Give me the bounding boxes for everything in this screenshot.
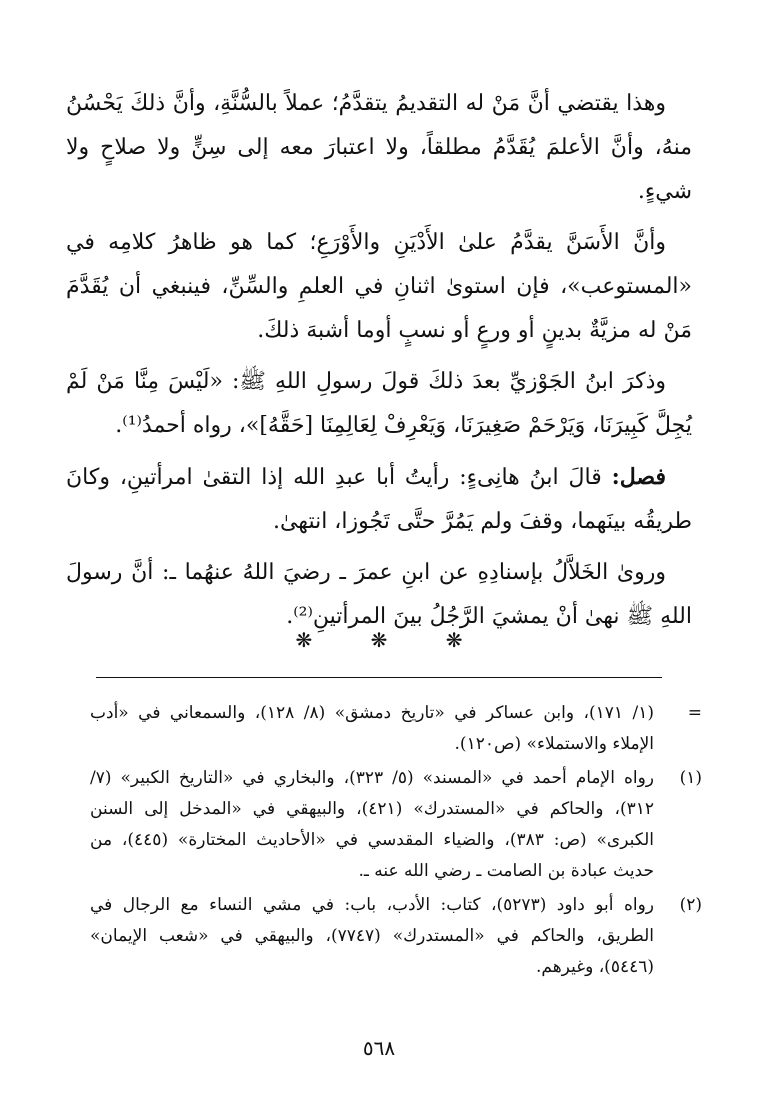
footnotes bbox=[90, 698, 702, 986]
footnote-text: (١/ ١٧١)، وابن عساكر في «تاريخ دمشق» (٨/ ١٢٨)، والسمعاني في «أدب الإملاء والاستملاء» (ص١٢٠). bbox=[90, 703, 654, 754]
paragraph-3: وذكرَ ابنُ الجَوْزيِّ بعدَ ذلكَ قولَ رسولِ اللهِ ﷺ: «لَيْسَ مِنَّا مَنْ لَمْ يُجِلَّ كَبِيرَنَا، وَيَرْحَمْ صَغِيرَنَا، وَيَعْرِفْ لِعَالِمِنَا [حَقَّهُ]»، رواه أحمدُ⁽¹⁾. bbox=[66, 369, 692, 438]
fasl-label: فصل: bbox=[611, 464, 667, 490]
footnote-1 bbox=[90, 763, 702, 887]
fasl-paragraph bbox=[66, 455, 692, 544]
footnote-marker: = bbox=[687, 703, 702, 723]
footnote-rule bbox=[96, 677, 662, 678]
footnote-2 bbox=[90, 890, 702, 983]
page-number: ٥٦٨ bbox=[362, 1036, 396, 1060]
footnote-marker: (٢) bbox=[679, 895, 702, 915]
fasl-text: قالَ ابنُ هانِىءٍ: رأيتُ أبا عبدِ الله إذا التقىٰ امرأتينِ، وكانَ طريقُه بينَهما، وقفَ ولم يَمُرَّ حتَّى تَجُوزا، انتهىٰ. bbox=[66, 465, 692, 534]
paragraph-2: وأنَّ الأَسَنَّ يقدَّمُ علىٰ الأَدْيَنِ والأَوْرَعِ؛ كما هو ظاهرُ كلامِه في «المستوعب»، فإن استوىٰ اثنانِ في العلمِ والسِّنِّ، فينبغي أن يُقَدَّمَ مَنْ له مزيَّةٌ بدينٍ أو ورعٍ أو نسبٍ أوما أشبهَ ذلكَ. bbox=[66, 230, 692, 343]
section-separator: ❋ ❋ ❋ bbox=[295, 628, 489, 652]
footnote-text: رواه الإمام أحمد في «المسند» (٥/ ٣٢٣)، والبخاري في «التاريخ الكبير» (٧/ ٣١٢)، والحاكم في «المستدرك» (٤٢١)، والبيهقي في «المدخل إلى السنن الكبرى» (ص: ٣٨٣)، والضياء المقدسي في «الأحاديث المختارة» (٤٤٥)، من حديث عبادة بن الصامت ـ رضي الله عنه ـ. bbox=[90, 768, 655, 881]
footnote-text: رواه أبو داود (٥٢٧٣)، كتاب: الأدب، باب: في مشي النساء مع الرجال في الطريق، والحاكم في «المستدرك» (٧٧٤٧)، والبيهقي في «شعب الإيمان» (٥٤٤٦)، وغيرهم. bbox=[90, 895, 654, 977]
closing-paragraph: وروىٰ الخَلاَّلُ بإسنادِهِ عن ابنِ عمرَ ـ رضيَ اللهُ عنهُما ـ: أنَّ رسولَ اللهِ ﷺ نهىٰ أنْ يمشيَ الرَّجُلُ بينَ المرأتينِ⁽²⁾. bbox=[66, 560, 692, 629]
footnote-marker: (١) bbox=[679, 768, 702, 788]
footnote-continuation bbox=[90, 698, 702, 760]
main-text bbox=[66, 82, 692, 646]
paragraph-1: وهذا يقتضي أنَّ مَنْ له التقديمُ يتقدَّمُ؛ عملاً بالسُّنَّةِ، وأنَّ ذلكَ يَحْسُنُ منهُ، وأنَّ الأعلمَ يُقَدَّمُ مطلقاً، ولا اعتبارَ معه إلى سِنٍّ ولا صلاحٍ ولا شيءٍ. bbox=[66, 91, 692, 204]
